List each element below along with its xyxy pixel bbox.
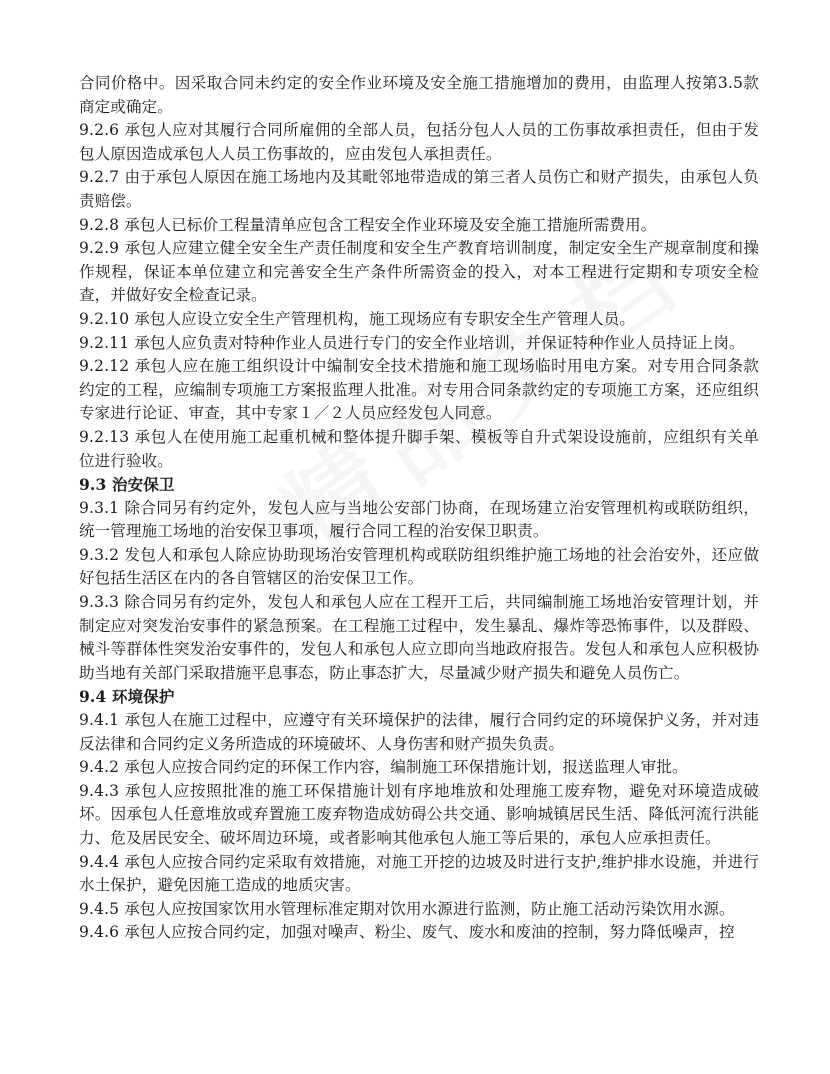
clause-paragraph: 9.4.3 承包人应按照批准的施工环保措施计划有序地堆放和处理施工废弃物，避免对环境造成破坏。因承包人任意堆放或弃置施工废弃物造成妨碍公共交通、影响城镇居民生活、降低河流行洪能力、危及居民安全、破坏周边环境，或者影响其他承包人施工等后果的，承包人应承担责任。 (79, 781, 759, 847)
clause-paragraph: 合同价格中。因采取合同未约定的安全作业环境及安全施工措施增加的费用，由监理人按第3.5款商定或确定。 (79, 74, 759, 116)
clause-paragraph: 9.3.3 除合同另有约定外，发包人和承包人应在工程开工后，共同编制施工场地治安管理计划，并制定应对突发治安事件的紧急预案。在工程施工过程中，发生暴乱、爆炸等恐怖事件，以及群殴、械斗等群体性突发治安事件的，发包人和承包人应立即向当地政府报告。发包人和承包人应积极协助当地有关部门采取措施平息事态，防止事态扩大，尽量减少财产损失和避免人员伤亡。 (79, 593, 759, 682)
clause-paragraph: 9.2.9 承包人应建立健全安全生产责任制度和安全生产教育培训制度，制定安全生产规章制度和操作规程，保证本单位建立和完善安全生产条件所需资金的投入，对本工程进行定期和专项安全检查，并做好安全检查记录。 (79, 239, 759, 305)
clause-paragraph: 9.2.7 由于承包人原因在施工场地内及其毗邻地带造成的第三者人员伤亡和财产损失，由承包人负责赔偿。 (79, 168, 759, 210)
clause-paragraph: 9.4.5 承包人应按国家饮用水管理标准定期对饮用水源进行监测，防止施工活动污染饮用水源。 (79, 899, 735, 918)
document-page (79, 72, 759, 945)
clause-paragraph: 9.3.1 除合同另有约定外，发包人应与当地公安部门协商，在现场建立治安管理机构或联防组织，统一管理施工场地的治安保卫事项，履行合同工程的治安保卫职责。 (79, 498, 759, 541)
clause-paragraph: 9.2.12 承包人应在施工组织设计中编制安全技术措施和施工现场临时用电方案。对专用合同条款约定的工程，应编制专项施工方案报监理人批准。对专用合同条款约定的专项施工方案，还应组织专家进行论证、审查，其中专家１／２人员应经发包人同意。 (79, 357, 759, 423)
section-heading: 9.3 治安保卫 (79, 475, 175, 495)
clause-paragraph: 9.2.6 承包人应对其履行合同所雇佣的全部人员，包括分包人人员的工伤事故承担责任，但由于发包人原因造成承包人人员工伤事故的，应由发包人承担责任。 (79, 121, 759, 163)
clause-paragraph: 9.4.1 承包人在施工过程中，应遵守有关环境保护的法律，履行合同约定的环境保护义务，并对违反法律和合同约定义务所造成的环境破坏、人身伤害和财产损失负责。 (79, 711, 759, 753)
clause-paragraph: 9.2.8 承包人已标价工程量清单应包含工程安全作业环境及安全施工措施所需费用。 (79, 215, 657, 234)
clause-paragraph: 9.2.10 承包人应设立安全生产管理机构，施工现场应有专职安全生产管理人员。 (79, 309, 636, 328)
clause-paragraph: 9.4.2 承包人应按合同约定的环保工作内容，编制施工环保措施计划，报送监理人审批。 (79, 758, 688, 777)
clause-paragraph: 9.3.2 发包人和承包人除应协助现场治安管理机构或联防组织维护施工场地的社会治安外，还应做好包括生活区在内的各自管辖区的治安保卫工作。 (79, 545, 759, 588)
clause-paragraph: 9.4.6 承包人应按合同约定，加强对噪声、粉尘、废气、废水和废油的控制，努力降低噪声，控 (79, 923, 735, 942)
clause-paragraph: 9.2.11 承包人应负责对特种作业人员进行专门的安全作业培训，并保证特种作业人员持证上岗。 (79, 333, 745, 352)
clause-paragraph: 9.4.4 承包人应按合同约定采取有效措施，对施工开挖的边坡及时进行支护,维护排水设施，并进行水土保护，避免因施工造成的地质灾害。 (79, 852, 759, 895)
clause-paragraph: 9.2.13 承包人在使用施工起重机械和整体提升脚手架、模板等自升式架设设施前，应组织有关单位进行验收。 (79, 427, 759, 470)
section-heading: 9.4 环境保护 (79, 687, 175, 707)
